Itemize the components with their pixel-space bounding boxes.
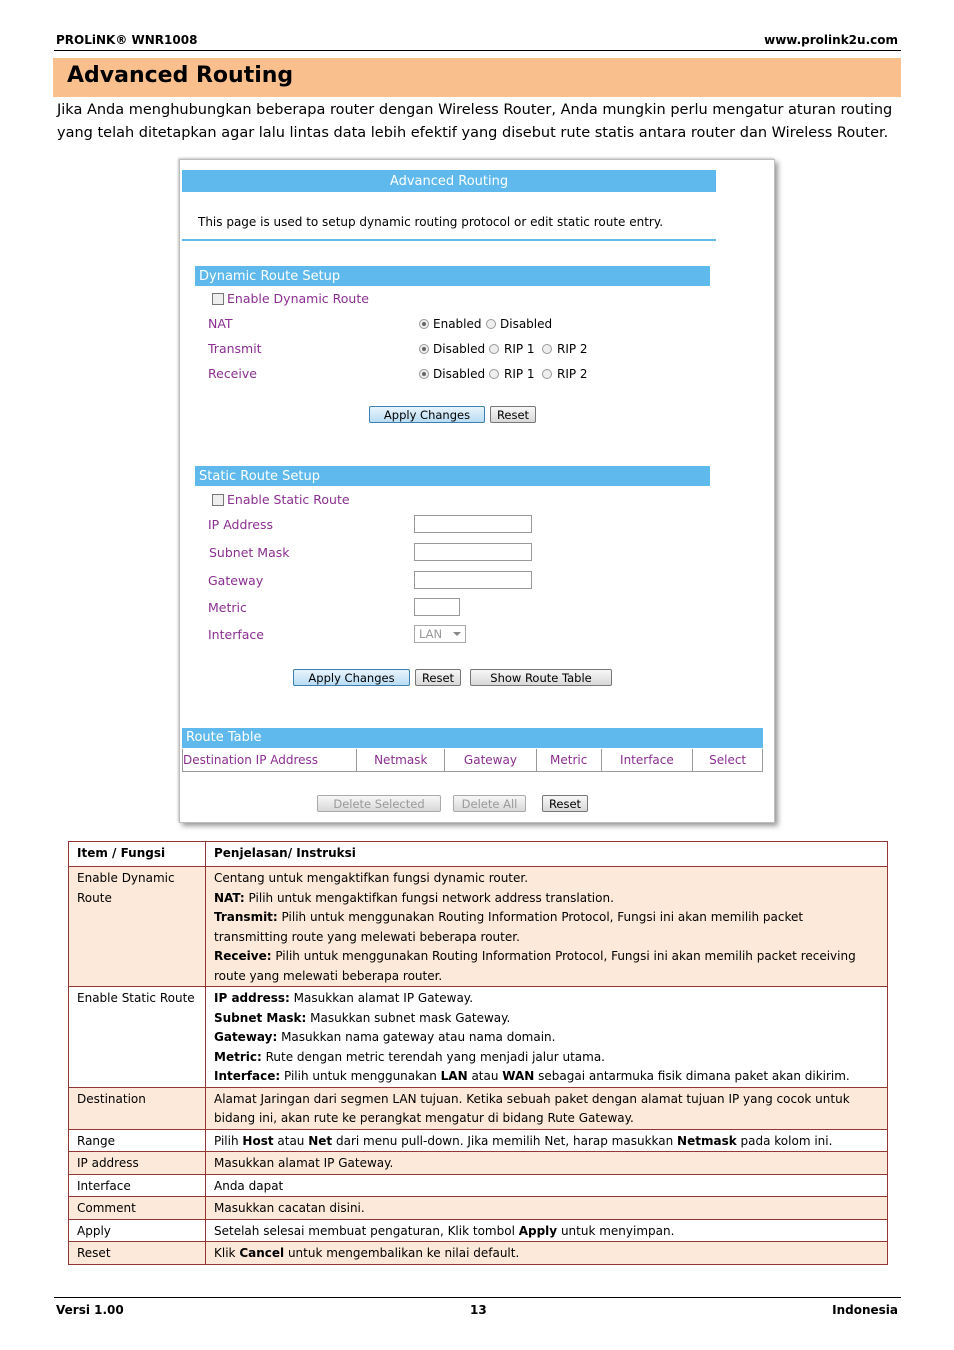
- section-title: Advanced Routing: [67, 63, 294, 88]
- receive-disabled-label: Disabled: [433, 367, 486, 381]
- gateway-label: Gateway: [208, 573, 264, 588]
- metric-input[interactable]: [414, 598, 460, 616]
- table-row: [69, 1129, 888, 1152]
- desc-bold: Gateway:: [214, 1030, 278, 1044]
- static-apply-button[interactable]: Apply Changes: [293, 669, 410, 686]
- desc-text: Centang untuk mengaktifkan fungsi dynamic router.: [214, 871, 529, 885]
- table-row: [69, 1087, 888, 1129]
- desc-line: [214, 1028, 879, 1048]
- col-select: Select: [709, 753, 747, 767]
- nat-disabled-label: Disabled: [500, 317, 553, 331]
- desc-line: [214, 1048, 879, 1068]
- desc-text: untuk menyimpan.: [557, 1223, 675, 1238]
- route-reset-button[interactable]: Reset: [542, 795, 588, 812]
- desc-line: [214, 1132, 879, 1152]
- static-reset-button[interactable]: Reset: [415, 669, 461, 686]
- desc-text: Klik: [214, 1246, 240, 1260]
- enable-static-label: Enable Static Route: [227, 492, 350, 507]
- desc-text: Masukkan alamat IP Gateway.: [214, 1156, 394, 1170]
- desc-bold: Transmit:: [214, 910, 278, 924]
- footer-page-number: 13: [470, 1303, 487, 1317]
- receive-label: Receive: [208, 366, 257, 381]
- dynamic-reset-button[interactable]: Reset: [490, 406, 536, 423]
- desc-text: Pilih: [214, 1133, 243, 1148]
- table-row: [69, 1174, 888, 1197]
- desc-text: untuk mengembalikan ke nilai default.: [284, 1246, 520, 1260]
- router-screenshot: [179, 159, 775, 823]
- table-cell-item: Enable Dynamic Route: [69, 867, 206, 987]
- col-gateway: Gateway: [445, 749, 537, 771]
- table-header-item: Item / Fungsi: [69, 842, 206, 867]
- function-table: [68, 841, 888, 1265]
- transmit-disabled-radio[interactable]: [419, 344, 429, 354]
- ar-page-title: Advanced Routing: [182, 170, 716, 192]
- table-row: [69, 1197, 888, 1220]
- desc-text: sebagai antarmuka fisik dimana paket akan dikirim.: [534, 1069, 850, 1083]
- desc-line: [214, 1067, 879, 1087]
- table-row: [69, 1152, 888, 1175]
- desc-bold: Apply: [518, 1223, 558, 1238]
- receive-rip1-label: RIP 1: [504, 367, 535, 381]
- route-table-header: [182, 749, 763, 772]
- transmit-rip2-label: RIP 2: [557, 342, 588, 356]
- table-header-desc: Penjelasan/ Instruksi: [206, 842, 888, 867]
- desc-text: Pilih untuk menggunakan Routing Information Protocol, Fungsi ini akan memilih packet transmitting route yang melewati beberapa router.: [214, 910, 804, 944]
- subnet-mask-input[interactable]: [414, 543, 532, 561]
- table-cell-item: Enable Static Route: [69, 987, 206, 1088]
- transmit-rip1-radio[interactable]: [489, 344, 499, 354]
- desc-text: Pilih untuk menggunakan: [280, 1069, 441, 1083]
- delete-selected-button[interactable]: Delete Selected: [317, 795, 441, 812]
- header-divider: [54, 50, 901, 51]
- desc-line: [214, 1244, 879, 1264]
- nat-enabled-radio[interactable]: [419, 319, 429, 329]
- table-cell-item: Interface: [69, 1174, 206, 1197]
- desc-text: atau: [273, 1133, 309, 1148]
- desc-text: Setelah selesai membuat pengaturan, Klik tombol: [214, 1223, 519, 1238]
- desc-text: Masukkan nama gateway atau nama domain.: [277, 1030, 556, 1044]
- desc-line: [214, 947, 879, 986]
- desc-line: [214, 1222, 879, 1242]
- desc-bold: Subnet Mask:: [214, 1010, 307, 1025]
- receive-rip1-radio[interactable]: [489, 369, 499, 379]
- transmit-disabled-label: Disabled: [433, 342, 486, 356]
- delete-all-button[interactable]: Delete All: [453, 795, 526, 812]
- receive-disabled-radio[interactable]: [419, 369, 429, 379]
- desc-text: Pilih untuk mengaktifkan fungsi network address translation.: [244, 890, 614, 905]
- nat-label: NAT: [208, 316, 233, 331]
- table-cell-desc: [206, 1087, 888, 1129]
- table-cell-desc: [206, 1174, 888, 1197]
- subnet-mask-label: Subnet Mask: [209, 545, 290, 560]
- ip-address-label: IP Address: [208, 517, 273, 532]
- footer-divider: [54, 1297, 901, 1298]
- interface-select-value: LAN: [419, 627, 443, 641]
- table-header-row: [69, 842, 888, 867]
- transmit-rip2-radio[interactable]: [542, 344, 552, 354]
- desc-bold: Netmask: [677, 1133, 737, 1148]
- desc-text: Alamat Jaringan dari segmen LAN tujuan. Ketika sebuah paket dengan alamat tujuan IP yang cocok untuk bidang ini, akan rute ke perangkat mengatur di bidang Rute Gateway.: [214, 1091, 850, 1125]
- desc-text: Rute dengan metric terendah yang menjadi jalur utama.: [261, 1049, 605, 1064]
- desc-line: [214, 1009, 879, 1029]
- desc-bold: Interface:: [214, 1069, 281, 1083]
- desc-text: pada kolom ini.: [736, 1133, 833, 1148]
- desc-bold: LAN: [440, 1069, 468, 1083]
- table-row: [69, 987, 888, 1088]
- desc-line: [214, 889, 879, 909]
- enable-static-checkbox[interactable]: [212, 494, 224, 506]
- table-cell-desc: [206, 987, 888, 1088]
- desc-line: [214, 989, 879, 1009]
- chevron-down-icon: [453, 632, 461, 636]
- desc-text: Masukkan subnet mask Gateway.: [306, 1010, 511, 1025]
- metric-label: Metric: [208, 600, 247, 615]
- desc-bold: IP address:: [214, 991, 290, 1005]
- ar-description: This page is used to setup dynamic routing protocol or edit static route entry.: [198, 215, 664, 229]
- desc-line: [214, 1154, 879, 1174]
- desc-text: dari menu pull-down. Jika memilih Net, harap masukkan: [332, 1133, 678, 1148]
- table-row: [69, 1219, 888, 1242]
- desc-bold: NAT:: [214, 890, 245, 905]
- section-title-bar: [53, 58, 901, 97]
- desc-bold: Metric:: [214, 1049, 262, 1064]
- transmit-rip1-label: RIP 1: [504, 342, 535, 356]
- interface-label: Interface: [208, 627, 264, 642]
- desc-line: [214, 869, 879, 889]
- col-destination: Destination IP Address: [183, 749, 357, 771]
- transmit-label: Transmit: [208, 341, 262, 356]
- dynamic-route-title: Dynamic Route Setup: [195, 266, 710, 286]
- desc-bold: WAN: [502, 1069, 535, 1083]
- table-row: [69, 867, 888, 987]
- desc-line: [214, 908, 879, 947]
- desc-line: [214, 1177, 879, 1197]
- nat-disabled-radio[interactable]: [486, 319, 496, 329]
- col-metric: Metric: [537, 749, 602, 771]
- table-cell-item: Range: [69, 1129, 206, 1152]
- desc-bold: Host: [242, 1133, 274, 1148]
- desc-text: Masukkan alamat IP Gateway.: [289, 991, 474, 1005]
- interface-select[interactable]: [414, 625, 466, 643]
- desc-text: atau: [467, 1069, 503, 1083]
- header-product: PROLiNK® WNR1008: [56, 33, 198, 47]
- table-cell-desc: [206, 1197, 888, 1220]
- desc-line: [214, 1199, 879, 1219]
- footer-language: Indonesia: [832, 1303, 898, 1317]
- desc-text: Masukkan cacatan disini.: [214, 1201, 365, 1215]
- table-cell-desc: [206, 1152, 888, 1175]
- table-cell-item: Comment: [69, 1197, 206, 1220]
- receive-rip2-label: RIP 2: [557, 367, 588, 381]
- desc-bold: Net: [308, 1133, 333, 1148]
- table-cell-item: Apply: [69, 1219, 206, 1242]
- col-netmask: Netmask: [357, 749, 445, 771]
- table-cell-desc: [206, 1219, 888, 1242]
- route-table-title: Route Table: [182, 728, 763, 748]
- header-website: www.prolink2u.com: [764, 33, 898, 47]
- table-cell-desc: [206, 867, 888, 987]
- intro-paragraph: Jika Anda menghubungkan beberapa router dengan Wireless Router, Anda mungkin perlu mengatur aturan routing yang telah ditetapkan agar lalu lintas data lebih efektif yang disebut rute statis antara router dan Wireless Router.: [57, 102, 893, 141]
- table-cell-desc: [206, 1242, 888, 1265]
- enable-dynamic-label: Enable Dynamic Route: [227, 291, 369, 306]
- footer-version: Versi 1.00: [56, 1303, 124, 1317]
- show-route-table-button[interactable]: Show Route Table: [470, 669, 612, 686]
- desc-line: [214, 1090, 879, 1129]
- table-cell-desc: [206, 1129, 888, 1152]
- table-cell-item: Reset: [69, 1242, 206, 1265]
- dynamic-apply-button[interactable]: Apply Changes: [369, 406, 485, 423]
- desc-text: Anda dapat: [214, 1178, 284, 1193]
- table-cell-item: IP address: [69, 1152, 206, 1175]
- gateway-input[interactable]: [414, 571, 532, 589]
- receive-rip2-radio[interactable]: [542, 369, 552, 379]
- desc-text: Pilih untuk menggunakan Routing Information Protocol, Fungsi ini akan memilih packet receiving route yang melewati beberapa router.: [214, 949, 856, 983]
- table-row: [69, 1242, 888, 1265]
- col-interface: Interface: [602, 749, 694, 771]
- table-cell-item: Destination: [69, 1087, 206, 1129]
- enable-dynamic-checkbox[interactable]: [212, 293, 224, 305]
- ar-divider: [182, 239, 716, 241]
- nat-enabled-label: Enabled: [433, 317, 482, 331]
- ip-address-input[interactable]: [414, 515, 532, 533]
- desc-bold: Receive:: [214, 949, 272, 963]
- static-route-title: Static Route Setup: [195, 466, 710, 486]
- desc-bold: Cancel: [239, 1246, 285, 1260]
